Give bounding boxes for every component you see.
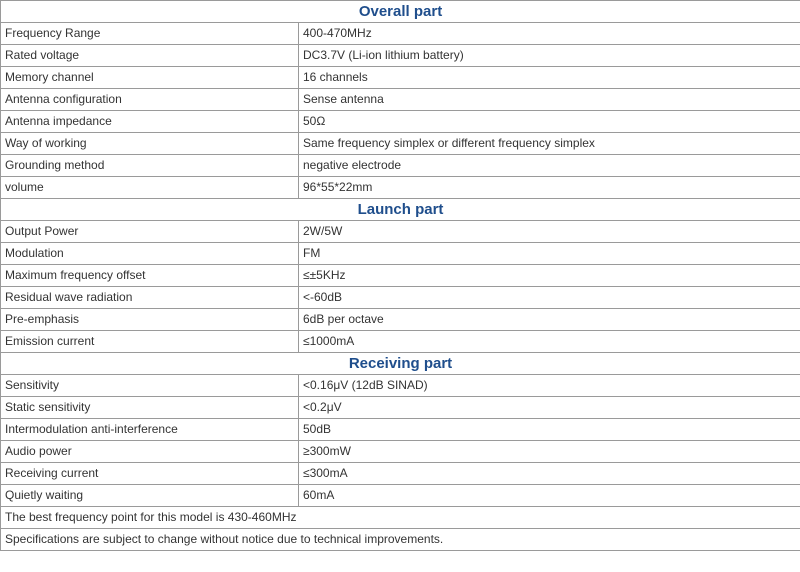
spec-value: Sense antenna — [299, 89, 800, 111]
spec-label: Maximum frequency offset — [1, 265, 299, 287]
table-row — [1, 441, 800, 463]
section-title: Launch part — [1, 199, 800, 221]
table-row — [1, 375, 800, 397]
section-header-row — [1, 199, 800, 221]
spec-label: Emission current — [1, 331, 299, 353]
spec-value: 16 channels — [299, 67, 800, 89]
table-row — [1, 309, 800, 331]
section-header-row — [1, 1, 800, 23]
spec-label: Pre-emphasis — [1, 309, 299, 331]
table-row — [1, 397, 800, 419]
spec-label: Output Power — [1, 221, 299, 243]
spec-label: Static sensitivity — [1, 397, 299, 419]
spec-label: Antenna configuration — [1, 89, 299, 111]
spec-value: <-60dB — [299, 287, 800, 309]
note-best-frequency: The best frequency point for this model is 430-460MHz — [1, 507, 800, 529]
spec-value: 6dB per octave — [299, 309, 800, 331]
spec-label: Modulation — [1, 243, 299, 265]
table-row — [1, 331, 800, 353]
spec-label: volume — [1, 177, 299, 199]
table-row — [1, 45, 800, 67]
spec-label: Frequency Range — [1, 23, 299, 45]
spec-value: 50dB — [299, 419, 800, 441]
spec-value: ≤300mA — [299, 463, 800, 485]
section-title: Overall part — [1, 1, 800, 23]
spec-value: 96*55*22mm — [299, 177, 800, 199]
table-row — [1, 265, 800, 287]
note-row — [1, 507, 800, 529]
spec-label: Audio power — [1, 441, 299, 463]
table-row — [1, 485, 800, 507]
table-row — [1, 177, 800, 199]
note-row — [1, 529, 800, 551]
table-row — [1, 111, 800, 133]
note-disclaimer: Specifications are subject to change without notice due to technical improvements. — [1, 529, 800, 551]
table-row — [1, 221, 800, 243]
spec-value: ≥300mW — [299, 441, 800, 463]
spec-value: 50Ω — [299, 111, 800, 133]
spec-label: Grounding method — [1, 155, 299, 177]
table-row — [1, 23, 800, 45]
spec-value: 2W/5W — [299, 221, 800, 243]
table-row — [1, 155, 800, 177]
section-header-row — [1, 353, 800, 375]
spec-label: Sensitivity — [1, 375, 299, 397]
table-row — [1, 419, 800, 441]
spec-label: Receiving current — [1, 463, 299, 485]
table-row — [1, 133, 800, 155]
spec-label: Memory channel — [1, 67, 299, 89]
table-row — [1, 287, 800, 309]
spec-value: 400-470MHz — [299, 23, 800, 45]
spec-value: <0.2μV — [299, 397, 800, 419]
section-title: Receiving part — [1, 353, 800, 375]
spec-label: Way of working — [1, 133, 299, 155]
spec-value: <0.16μV (12dB SINAD) — [299, 375, 800, 397]
spec-value: 60mA — [299, 485, 800, 507]
spec-value: ≤1000mA — [299, 331, 800, 353]
spec-value: negative electrode — [299, 155, 800, 177]
spec-label: Intermodulation anti-interference — [1, 419, 299, 441]
spec-value: ≤±5KHz — [299, 265, 800, 287]
spec-value: FM — [299, 243, 800, 265]
table-row — [1, 243, 800, 265]
spec-value: DC3.7V (Li-ion lithium battery) — [299, 45, 800, 67]
table-row — [1, 89, 800, 111]
spec-label: Antenna impedance — [1, 111, 299, 133]
spec-label: Rated voltage — [1, 45, 299, 67]
spec-value: Same frequency simplex or different frequency simplex — [299, 133, 800, 155]
table-row — [1, 463, 800, 485]
spec-label: Residual wave radiation — [1, 287, 299, 309]
table-row — [1, 67, 800, 89]
spec-label: Quietly waiting — [1, 485, 299, 507]
